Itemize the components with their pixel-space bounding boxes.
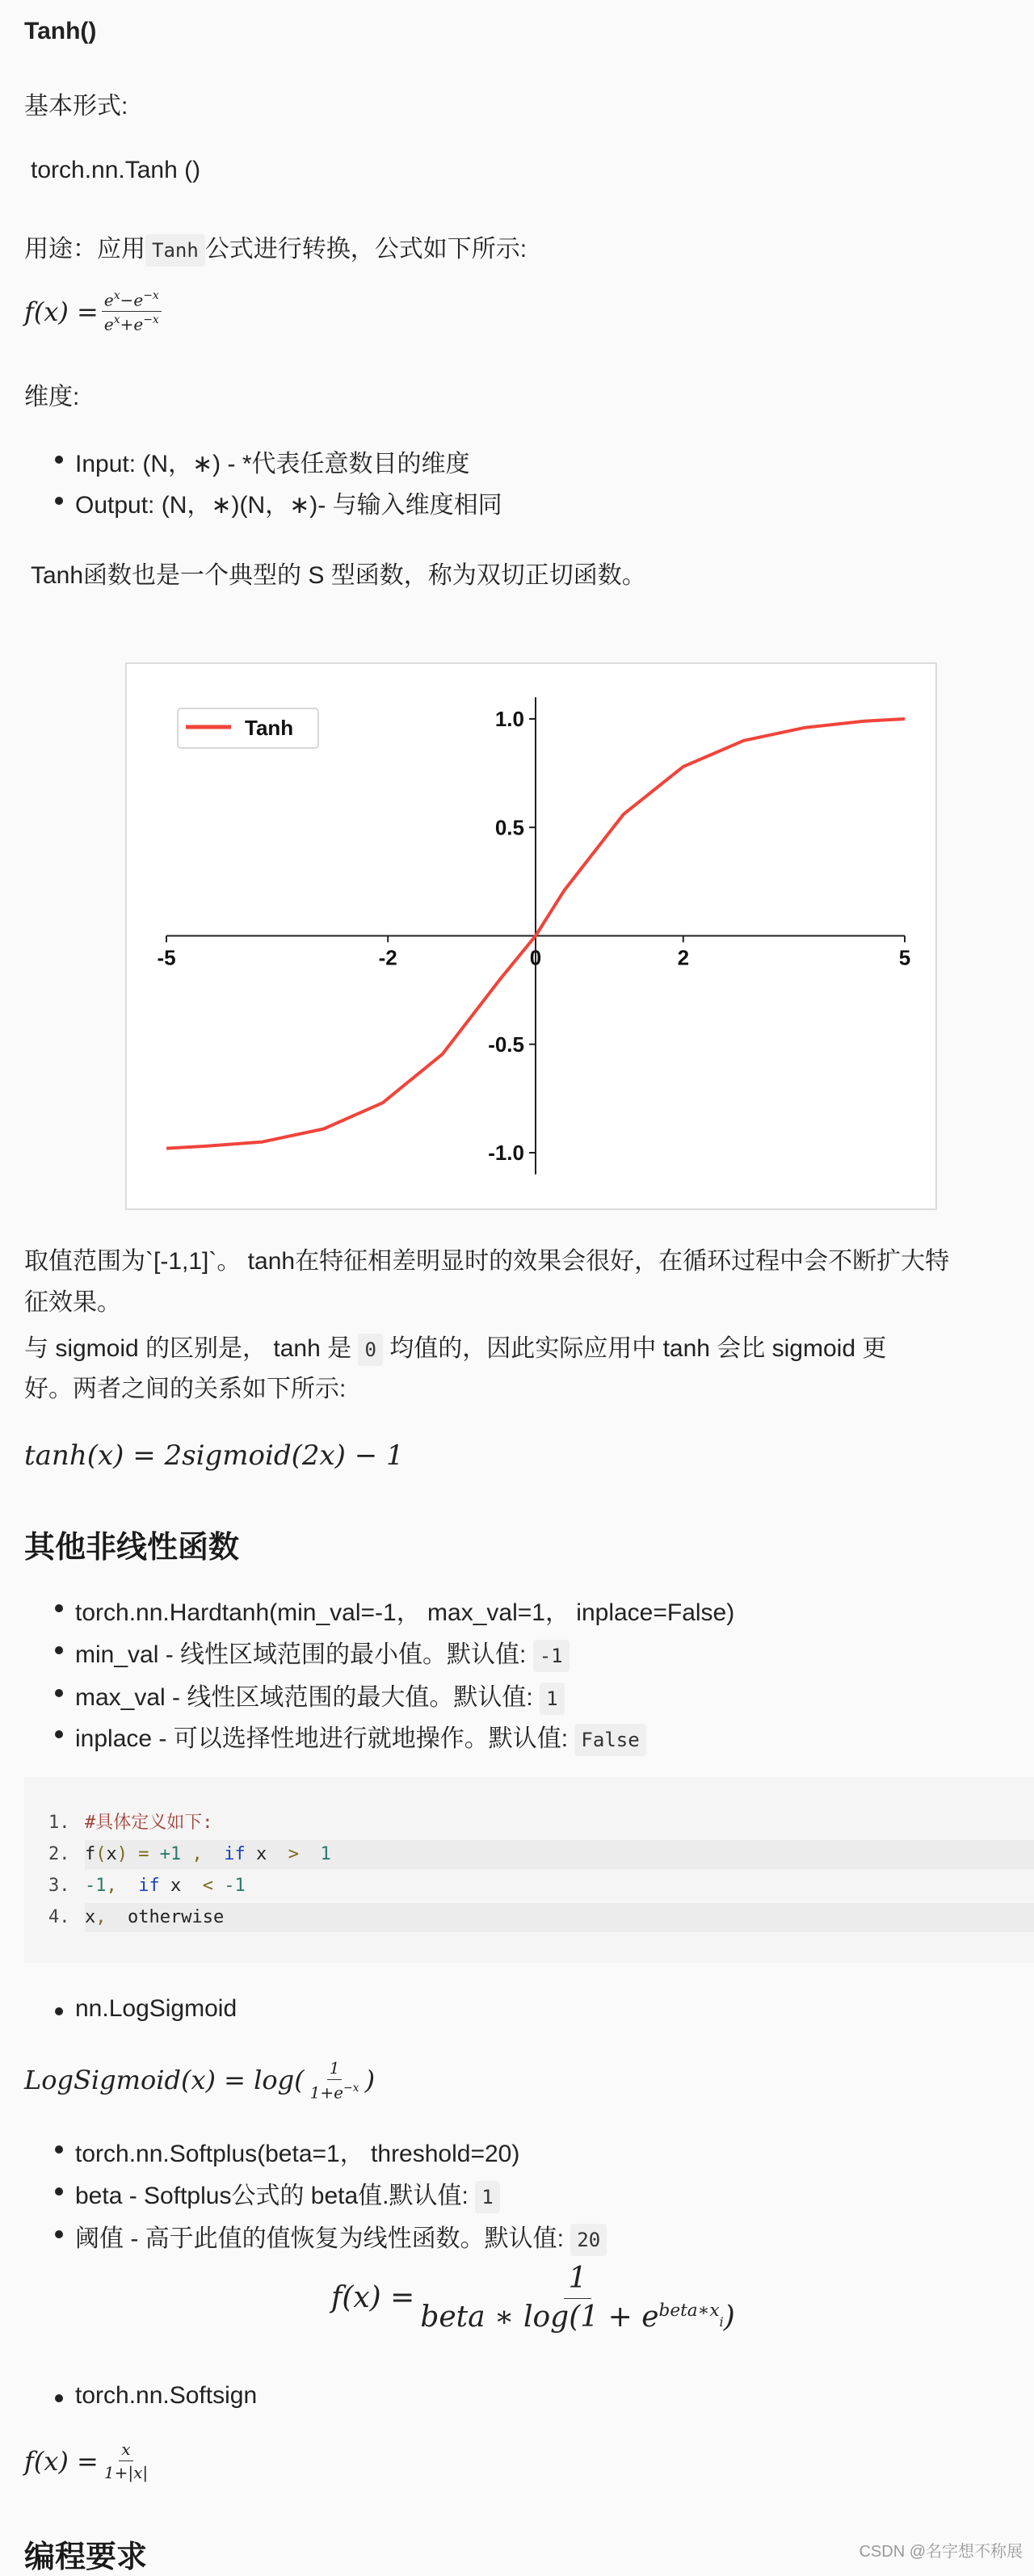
line-number: 2. (48, 1844, 70, 1864)
logsigmoid-formula (24, 2058, 375, 2102)
x-tick-label: 5 (898, 945, 911, 970)
den-part: ) (723, 2301, 735, 2334)
bullet-icon (55, 497, 63, 505)
code-line (24, 1872, 1034, 1901)
logsigmoid-item: nn.LogSigmoid (75, 1995, 237, 2022)
bullet-icon (55, 2394, 63, 2402)
code-token: = (128, 1844, 160, 1864)
bullet-icon (55, 2007, 63, 2015)
dims-output: Output: (N，∗)(N，∗)- 与输入维度相同 (75, 492, 502, 519)
relation-formula: tanh(x) = 2sigmoid(2x) − 1 (24, 1439, 404, 1472)
inline-code: -1 (533, 1640, 570, 1672)
inline-code: Tanh (145, 234, 205, 267)
programming-requirements-heading: 编程要求 (24, 2540, 148, 2574)
formula-denominator: 1+|x| (103, 2463, 149, 2482)
bullet-icon (55, 1604, 63, 1612)
item-text: inplace - 可以选择性地进行就地操作。默认值: (75, 1725, 569, 1752)
beta-item (75, 2175, 500, 2211)
code-token: -1 (85, 1876, 107, 1896)
den-exp: −x (143, 313, 159, 327)
threshold-item (75, 2218, 607, 2254)
formula-lhs: f(x) = (24, 2445, 99, 2477)
range-text-cont: 征效果。 (24, 1289, 121, 1316)
formula-fraction (102, 289, 162, 334)
num-exp: x (113, 289, 120, 302)
inline-code: False (574, 1724, 645, 1756)
code-token: x (245, 1844, 278, 1864)
x-tick-label: -2 (378, 945, 397, 970)
formula-numerator: 1 (564, 2262, 592, 2299)
tanh-chart-svg (127, 664, 935, 1208)
range-text: 取值范围为`[-1,1]`。 tanh在特征相差明显时的效果会很好，在循环过程中会不断扩大特 (24, 1248, 950, 1275)
tanh-chart (125, 662, 937, 1210)
den-sub: i (719, 2314, 724, 2330)
bullet-icon (55, 1646, 63, 1654)
bullet-icon (55, 2230, 63, 2238)
code-token: x (85, 1907, 96, 1927)
code-token: x (106, 1844, 117, 1864)
x-tick-label: 0 (529, 945, 542, 970)
inplace-item (75, 1718, 646, 1754)
code-token: 1 (309, 1844, 331, 1864)
inline-code: 20 (570, 2224, 607, 2256)
code-token: , (95, 1907, 128, 1927)
bullet-icon (55, 2145, 63, 2154)
code-line (24, 1809, 1034, 1838)
bullet-icon (55, 456, 63, 464)
formula-fraction (102, 2439, 150, 2482)
code-comment: #具体定义如下: (85, 1813, 213, 1833)
code-token: if (224, 1844, 246, 1864)
formula-lhs: LogSigmoid(x) = log( (24, 2065, 305, 2096)
formula-fraction (308, 2058, 362, 2102)
bullet-icon (55, 2187, 63, 2196)
legend-label: Tanh (245, 716, 294, 740)
dims-label: 维度: (24, 384, 80, 410)
x-tick-label: 2 (677, 945, 690, 970)
line-number: 3. (48, 1876, 70, 1896)
code-line (24, 1903, 1034, 1932)
softsign-formula (24, 2439, 153, 2482)
den-part: e (103, 314, 114, 334)
inline-code: 1 (540, 1683, 564, 1715)
section-title: Tanh() (24, 18, 97, 44)
y-tick-label: -1.0 (488, 1141, 524, 1165)
num-part: e (103, 290, 114, 310)
y-tick-label: 0.5 (494, 815, 524, 840)
other-functions-heading: 其他非线性函数 (24, 1531, 240, 1565)
basic-form: torch.nn.Tanh () (31, 157, 201, 183)
code-block[interactable] (24, 1777, 1034, 1963)
line-number: 1. (48, 1813, 70, 1833)
inline-code: 0 (358, 1334, 382, 1366)
softsign-item: torch.nn.Softsign (75, 2382, 258, 2409)
softplus-formula (331, 2262, 741, 2334)
x-tick-label: -5 (157, 945, 176, 970)
code-line (24, 1840, 1034, 1869)
den-part: 1+e (309, 2082, 343, 2103)
code-token: -1 (224, 1876, 246, 1896)
code-token: if (138, 1876, 160, 1896)
code-token: f (85, 1844, 96, 1864)
item-text: 阈值 - 高于此值的值恢复为线性函数。默认值: (75, 2225, 564, 2252)
den-part: beta ∗ log(1 + e (420, 2301, 659, 2334)
dims-input: Input: (N，∗) - *代表任意数目的维度 (75, 451, 470, 477)
code-token: , (181, 1844, 225, 1864)
line-number: 4. (48, 1907, 70, 1927)
code-token: , (106, 1876, 139, 1896)
item-text: max_val - 线性区域范围的最大值。默认值: (75, 1684, 533, 1711)
code-token: > (277, 1844, 310, 1864)
tanh-formula (24, 289, 165, 334)
den-exp: beta∗x (658, 2301, 720, 2322)
code-token: < (191, 1876, 225, 1896)
usage-text (24, 229, 527, 264)
code-token: x (159, 1876, 192, 1896)
formula-close: ) (364, 2065, 376, 2096)
bullet-icon (55, 1689, 63, 1697)
inline-code: 1 (475, 2181, 499, 2213)
code-token: +1 (159, 1844, 182, 1864)
formula-numerator: x (119, 2439, 132, 2461)
num-part: −e (120, 290, 144, 310)
formula-lhs: f(x) = (331, 2281, 415, 2314)
compare-suffix: 均值的，因此实际应用中 tanh 会比 sigmoid 更 (389, 1335, 887, 1362)
code-token: otherwise (128, 1907, 225, 1927)
den-part: +e (120, 314, 144, 334)
watermark: CSDN @名字想不称展 (859, 2543, 1023, 2561)
code-token: ) (116, 1844, 128, 1864)
formula-numerator: 1 (327, 2058, 343, 2080)
formula-lhs: f(x) = (24, 296, 99, 327)
max-val-item (75, 1677, 565, 1712)
y-tick-label: 1.0 (494, 707, 524, 731)
min-val-item (75, 1634, 570, 1670)
bullet-icon (55, 1730, 63, 1738)
tanh-description: Tanh函数也是一个典型的 S 型函数，称为双切正切函数。 (31, 562, 646, 589)
den-exp: −x (343, 2082, 359, 2095)
hardtanh-item: torch.nn.Hardtanh(min_val=-1， max_val=1， inplace=False) (75, 1599, 735, 1626)
formula-fraction (418, 2262, 737, 2334)
den-exp: x (113, 313, 120, 327)
usage-prefix: 用途：应用 (24, 236, 145, 263)
basic-form-label: 基本形式: (24, 93, 128, 120)
compare-prefix: 与 sigmoid 的区别是， tanh 是 (24, 1335, 352, 1362)
code-token: ( (95, 1844, 107, 1864)
num-exp: −x (143, 289, 159, 302)
usage-suffix: 公式进行转换，公式如下所示: (204, 236, 528, 263)
compare-text-cont: 好。两者之间的关系如下所示: (24, 1376, 347, 1402)
softplus-item: torch.nn.Softplus(beta=1， threshold=20) (75, 2141, 520, 2167)
item-text: beta - Softplus公式的 beta值.默认值: (75, 2183, 469, 2209)
compare-text (24, 1328, 886, 1364)
item-text: min_val - 线性区域范围的最小值。默认值: (75, 1641, 527, 1668)
y-tick-label: -0.5 (488, 1032, 524, 1057)
